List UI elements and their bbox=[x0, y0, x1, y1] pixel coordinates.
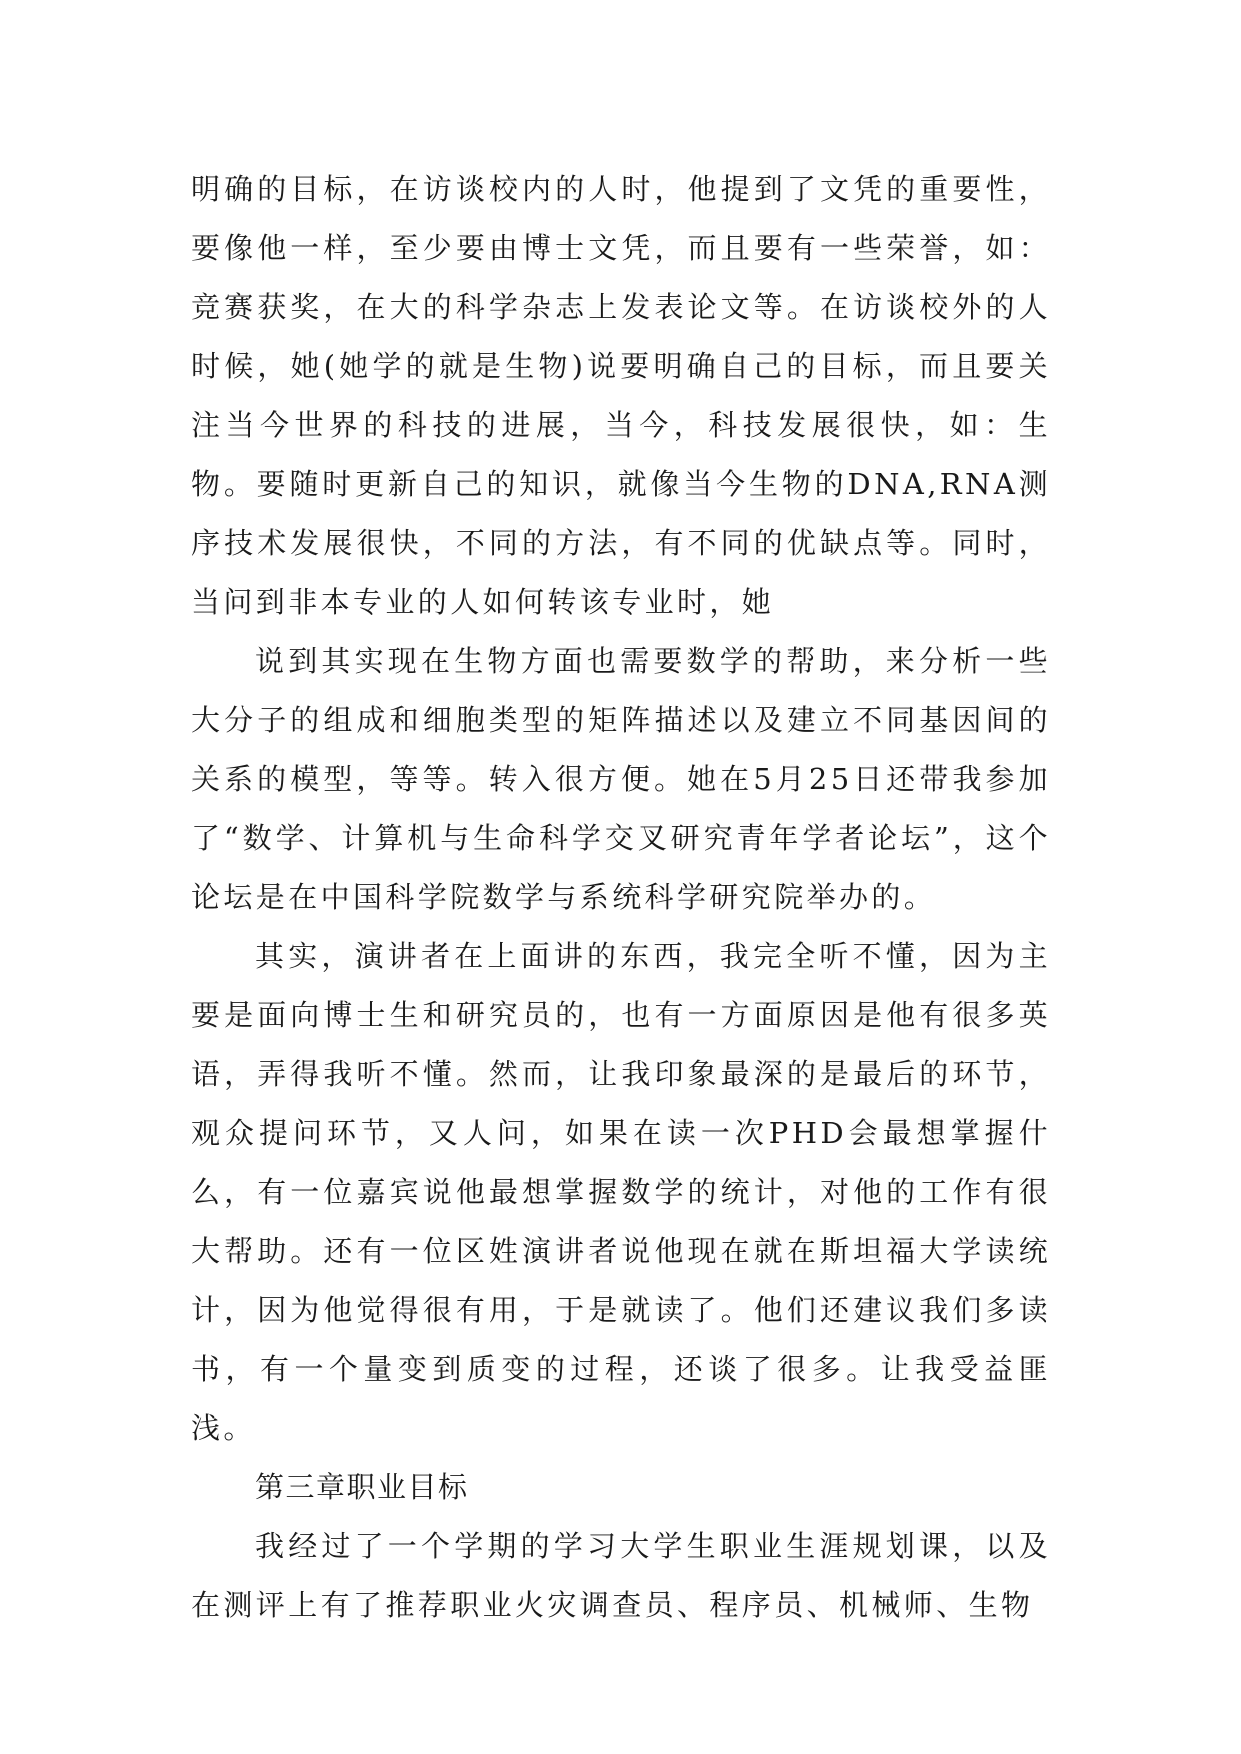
paragraph-2: 说到其实现在生物方面也需要数学的帮助，来分析一些大分子的组成和细胞类型的矩阵描述以及建立不同基因间的关系的模型，等等。转入很方便。她在5月25日还带我参加了“数学、计算机与生命科学交叉研究青年学者论坛”，这个论坛是在中国科学院数学与系统科学研究院举办的。 bbox=[191, 644, 1051, 914]
paragraph-3: 其实，演讲者在上面讲的东西，我完全听不懂，因为主要是面向博士生和研究员的，也有一方面原因是他有很多英语，弄得我听不懂。然而，让我印象最深的是最后的环节，观众提问环节，又人问，如果在读一次PHD会最想掌握什么，有一位嘉宾说他最想掌握数学的统计，对他的工作有很大帮助。还有一位区姓演讲者说他现在就在斯坦福大学读统计，因为他觉得很有用，于是就读了。他们还建议我们多读书，有一个量变到质变的过程，还谈了很多。让我受益匪浅。 bbox=[191, 939, 1051, 1445]
paragraph-1: 明确的目标，在访谈校内的人时，他提到了文凭的重要性，要像他一样，至少要由博士文凭，而且要有一些荣誉，如：竞赛获奖，在大的科学杂志上发表论文等。在访谈校外的人时候，她(她学的就是生物)说要明确自己的目标，而且要关注当今世界的科技的进展，当今，科技发展很快，如：生物。要随时更新自己的知识，就像当今生物的DNA,RNA测序技术发展很快，不同的方法，有不同的优缺点等。同时，当问到非本专业的人如何转该专业时，她 bbox=[191, 172, 1051, 619]
document-body bbox=[191, 160, 1051, 1635]
section-heading: 第三章职业目标 bbox=[255, 1470, 469, 1504]
paragraph-4: 我经过了一个学期的学习大学生职业生涯规划课，以及在测评上有了推荐职业火灾调查员、程序员、机械师、生物 bbox=[191, 1529, 1051, 1622]
